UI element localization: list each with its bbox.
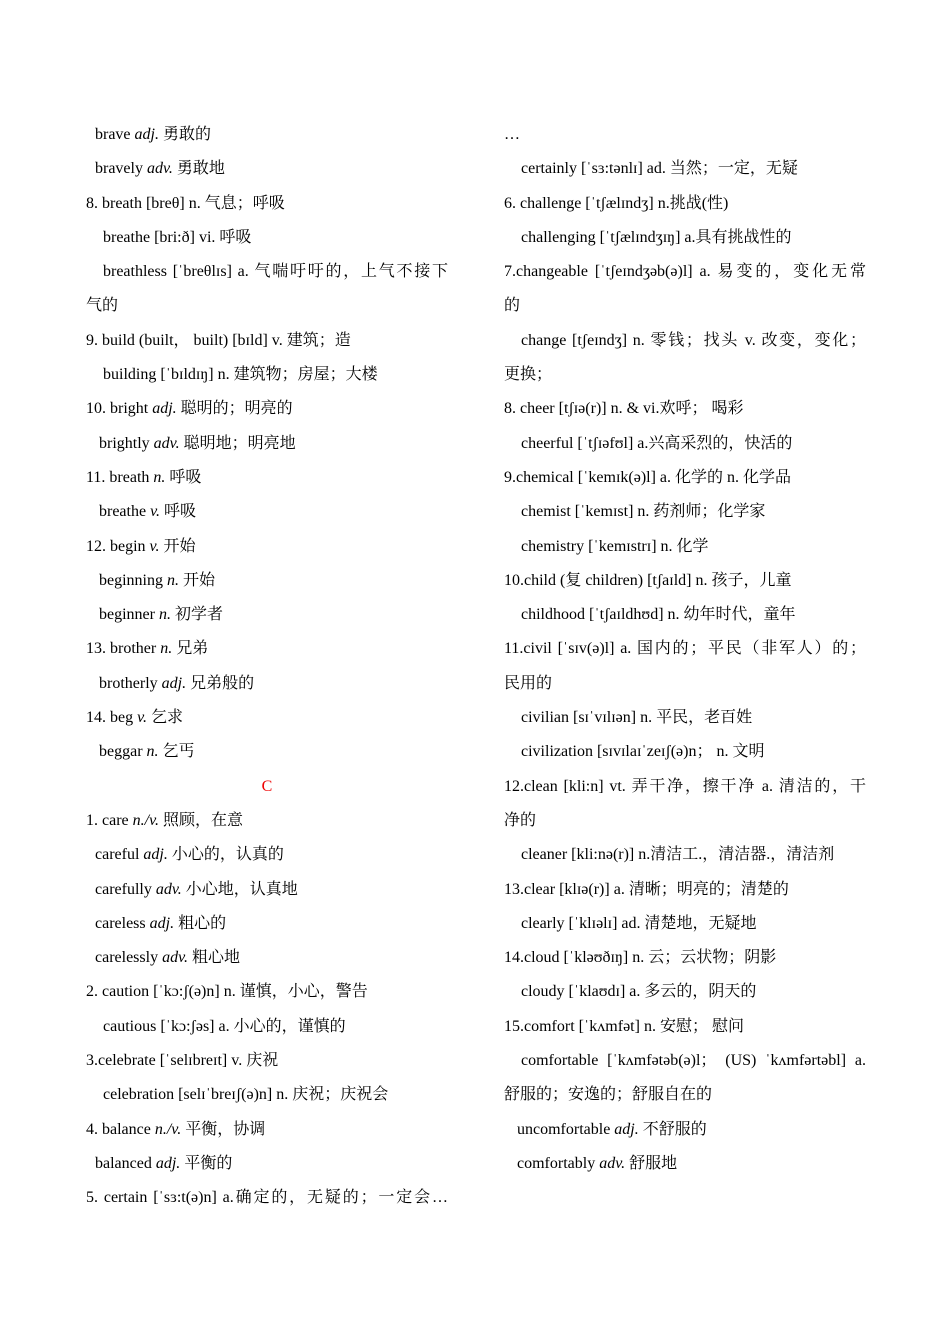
vocab-text: breathe <box>99 503 151 521</box>
vocab-text: 11. breath <box>86 468 154 486</box>
meaning: 兄弟 <box>172 640 209 658</box>
vocab-line <box>86 838 448 872</box>
vocab-text: brightly <box>99 434 154 452</box>
vocab-text: 13.clear [klɪə(r)] a. 清晰；明亮的；清楚的 <box>504 880 789 898</box>
meaning: 粗心地 <box>188 949 241 967</box>
vocab-text: challenging [ˈtʃælɪndʒɪŋ] a.具有挑战性的 <box>521 228 792 246</box>
vocab-line <box>86 289 448 323</box>
meaning: 平衡的 <box>180 1154 233 1172</box>
vocab-line <box>504 770 866 804</box>
vocab-line <box>86 495 448 529</box>
part-of-speech: adv. <box>599 1154 626 1172</box>
vocab-line <box>504 838 866 872</box>
vocab-line <box>86 427 448 461</box>
vocab-line <box>504 530 866 564</box>
vocab-line <box>504 1078 866 1112</box>
part-of-speech: v. <box>150 503 160 521</box>
vocab-line <box>86 564 448 598</box>
meaning: 兄弟般的 <box>186 674 255 692</box>
vocab-line <box>86 598 448 632</box>
vocab-line <box>86 1181 448 1215</box>
vocab-text: 9. build (built， built) [bɪld] v. 建筑；造 <box>86 331 351 349</box>
vocab-line <box>86 1044 448 1078</box>
meaning: 粗心的 <box>174 914 227 932</box>
vocab-text: 气的 <box>86 297 119 315</box>
vocab-line <box>86 701 448 735</box>
vocab-text: brave <box>95 126 135 143</box>
vocab-text: 10. bright <box>86 400 153 418</box>
vocab-text: bravely <box>95 160 147 178</box>
vocab-line <box>504 289 866 323</box>
vocab-text: uncomfortable <box>517 1120 615 1138</box>
part-of-speech: n. <box>146 743 159 761</box>
vocab-line <box>504 907 866 941</box>
part-of-speech: adj. <box>614 1120 639 1138</box>
vocab-line <box>86 667 448 701</box>
vocab-text: 5. certain [ˈsɜ:t(ə)n] a.确定的，无疑的；一定会… <box>86 1189 448 1207</box>
section-heading <box>86 770 448 804</box>
vocab-text: change [tʃeɪndʒ] n. 零钱；找头 v. 改变，变化； <box>521 331 866 349</box>
vocab-line <box>86 1078 448 1112</box>
vocab-line <box>86 358 448 392</box>
vocab-line <box>86 1010 448 1044</box>
vocab-text: 14.cloud [ˈkləʊðɪŋ] n. 云；云状物；阴影 <box>504 949 777 967</box>
vocab-text: 12. begin <box>86 537 150 555</box>
vocab-text: cheerful [ˈtʃɪəfʊl] a.兴高采烈的，快活的 <box>521 434 793 452</box>
vocab-text: 6. challenge [ˈtʃælɪndʒ] n.挑战(性) <box>504 194 729 212</box>
vocab-line <box>86 392 448 426</box>
vocab-line <box>86 221 448 255</box>
vocab-text: breathe [bri:ð] vi. 呼吸 <box>103 228 252 246</box>
vocab-text: 民用的 <box>504 674 553 692</box>
meaning: 勇敢的 <box>158 126 211 143</box>
vocab-text: 8. cheer [tʃɪə(r)] n. & vi.欢呼； 喝彩 <box>504 400 744 418</box>
vocab-text: cautious [ˈkɔ:ʃəs] a. 小心的，谨慎的 <box>103 1017 346 1035</box>
vocab-text: chemistry [ˈkemɪstrɪ] n. 化学 <box>521 537 709 555</box>
meaning: 乞丐 <box>158 743 195 761</box>
part-of-speech: adj. <box>152 400 177 418</box>
meaning: 勇敢地 <box>172 160 225 178</box>
vocab-text: clearly [ˈklɪəlɪ] ad. 清楚地，无疑地 <box>521 914 757 932</box>
vocab-text: 净的 <box>504 811 537 829</box>
vocab-text: 9.chemical [ˈkemɪk(ə)l] a. 化学的 n. 化学品 <box>504 468 792 486</box>
vocab-line <box>86 255 448 289</box>
part-of-speech: n. <box>153 468 166 486</box>
meaning: 聪明的；明亮的 <box>176 400 293 418</box>
vocab-line <box>504 941 866 975</box>
vocab-text: brotherly <box>99 674 162 692</box>
meaning: 聪明地；明亮地 <box>179 434 296 452</box>
vocab-text: 2. caution [ˈkɔ:ʃ(ə)n] n. 谨慎，小心，警告 <box>86 983 368 1001</box>
vocab-text: civilization [sɪvɪlaɪˈzeɪʃ(ə)n； n. 文明 <box>521 743 765 761</box>
part-of-speech: adj. <box>134 126 159 143</box>
meaning: 舒服地 <box>625 1154 678 1172</box>
vocab-line <box>504 461 866 495</box>
vocab-line <box>504 804 866 838</box>
vocab-text: building [ˈbɪldɪŋ] n. 建筑物；房屋；大楼 <box>103 366 378 384</box>
vocab-text: 4. balance <box>86 1120 155 1138</box>
vocab-text: 14. beg <box>86 709 138 727</box>
vocab-text: comfortably <box>517 1154 600 1172</box>
vocab-text: careful <box>95 846 144 864</box>
meaning: 开始 <box>159 537 196 555</box>
vocab-line <box>504 564 866 598</box>
vocab-text: 13. brother <box>86 640 161 658</box>
vocab-line <box>504 427 866 461</box>
part-of-speech: adv. <box>162 949 188 967</box>
meaning: 初学者 <box>170 606 223 624</box>
part-of-speech: n. <box>167 571 179 589</box>
vocab-line <box>504 701 866 735</box>
part-of-speech: n. <box>158 606 171 624</box>
vocab-line <box>504 1113 866 1147</box>
vocab-text: 12.clean [kli:n] vt. 弄干净，擦干净 a. 清洁的，干 <box>504 777 866 795</box>
vocab-text: 7.changeable [ˈtʃeɪndʒəb(ə)l] a. 易变的，变化无常 <box>504 263 866 281</box>
vocab-line <box>504 975 866 1009</box>
vocab-line <box>504 255 866 289</box>
vocab-text: celebration [selɪˈbreɪʃ(ə)n] n. 庆祝；庆祝会 <box>103 1086 389 1104</box>
vocab-text: beginning <box>99 571 167 589</box>
vocab-text: childhood [ˈtʃaɪldhʊd] n. 幼年时代，童年 <box>521 606 796 624</box>
vocab-line <box>504 1044 866 1078</box>
right-column <box>504 118 866 1181</box>
vocab-line <box>86 324 448 358</box>
meaning: 开始 <box>179 571 216 589</box>
meaning: 乞求 <box>147 709 184 727</box>
vocab-line <box>86 873 448 907</box>
vocab-text: C <box>261 777 273 795</box>
part-of-speech: adj. <box>143 846 168 864</box>
vocab-line <box>504 187 866 221</box>
vocab-text: careless <box>95 914 150 932</box>
vocab-text: 15.comfort [ˈkʌmfət] n. 安慰； 慰问 <box>504 1017 744 1035</box>
vocab-line <box>86 735 448 769</box>
vocab-text: 的 <box>504 297 521 315</box>
vocab-line <box>504 324 866 358</box>
vocab-text: comfortable [ˈkʌmfətəb(ə)l； (US) ˈkʌmfərtəbl] a. <box>521 1052 866 1070</box>
part-of-speech: adj. <box>161 674 187 692</box>
vocab-line <box>86 530 448 564</box>
vocab-line <box>86 152 448 186</box>
vocab-line <box>86 941 448 975</box>
vocab-line <box>504 667 866 701</box>
left-column <box>86 118 448 1216</box>
vocab-text: carefully <box>95 880 156 898</box>
part-of-speech: adv. <box>155 880 182 898</box>
vocab-line <box>504 221 866 255</box>
vocab-line <box>504 392 866 426</box>
meaning: 小心地，认真地 <box>181 880 298 898</box>
part-of-speech: n./v. <box>154 1120 182 1138</box>
part-of-speech: v. <box>137 709 148 727</box>
part-of-speech: n. <box>160 640 173 658</box>
vocab-line <box>504 735 866 769</box>
vocab-text: … <box>504 126 520 143</box>
part-of-speech: adj. <box>155 1154 181 1172</box>
meaning: 平衡，协调 <box>181 1120 266 1138</box>
meaning: 不舒服的 <box>638 1120 707 1138</box>
vocab-line <box>86 1113 448 1147</box>
vocab-line <box>86 975 448 1009</box>
vocab-text: 10.child (复 children) [tʃaɪld] n. 孩子，儿童 <box>504 571 792 589</box>
vocab-text: 11.civil [ˈsɪv(ə)l] a. 国内的；平民（非军人）的； <box>504 640 866 658</box>
vocab-line <box>504 598 866 632</box>
vocab-line <box>504 118 866 152</box>
vocab-line <box>86 632 448 666</box>
vocab-line <box>504 873 866 907</box>
vocab-text: cloudy [ˈklaʊdɪ] a. 多云的，阴天的 <box>521 983 757 1001</box>
vocab-text: certainly [ˈsɜ:tənlɪ] ad. 当然；一定，无疑 <box>521 160 798 178</box>
part-of-speech: adv. <box>146 160 173 178</box>
vocab-text: 3.celebrate [ˈselɪbreɪt] v. 庆祝 <box>86 1052 279 1070</box>
vocab-line <box>86 118 448 152</box>
part-of-speech: adj. <box>149 914 175 932</box>
vocab-line <box>86 907 448 941</box>
vocab-line <box>504 1147 866 1181</box>
meaning: 照顾，在意 <box>159 811 244 829</box>
vocab-text: breathless [ˈbreθlɪs] a. 气喘吁吁的，上气不接下 <box>103 263 448 281</box>
vocab-text: 舒服的；安逸的；舒服自在的 <box>504 1086 713 1104</box>
vocab-line <box>504 358 866 392</box>
vocab-text: chemist [ˈkemɪst] n. 药剂师；化学家 <box>521 503 766 521</box>
vocab-line <box>86 1147 448 1181</box>
part-of-speech: n./v. <box>132 811 159 829</box>
vocab-line <box>504 632 866 666</box>
meaning: 呼吸 <box>160 503 197 521</box>
vocab-line <box>86 461 448 495</box>
part-of-speech: adv. <box>153 434 180 452</box>
vocab-line <box>86 187 448 221</box>
vocab-text: civilian [sɪˈvɪlɪən] n. 平民，老百姓 <box>521 709 753 727</box>
meaning: 呼吸 <box>165 468 202 486</box>
meaning: 小心的，认真的 <box>167 846 284 864</box>
vocab-text: 更换； <box>504 366 553 384</box>
vocab-line <box>86 804 448 838</box>
vocab-text: balanced <box>95 1154 156 1172</box>
vocab-text: beggar <box>99 743 147 761</box>
vocab-text: beginner <box>99 606 159 624</box>
part-of-speech: v. <box>149 537 160 555</box>
vocab-text: cleaner [kli:nə(r)] n.清洁工.，清洁器.，清洁剂 <box>521 846 835 864</box>
vocab-line <box>504 152 866 186</box>
vocab-line <box>504 1010 866 1044</box>
vocab-text: carelessly <box>95 949 163 967</box>
vocab-text: 1. care <box>86 811 133 829</box>
vocab-line <box>504 495 866 529</box>
vocab-text: 8. breath [breθ] n. 气息；呼吸 <box>86 194 285 212</box>
